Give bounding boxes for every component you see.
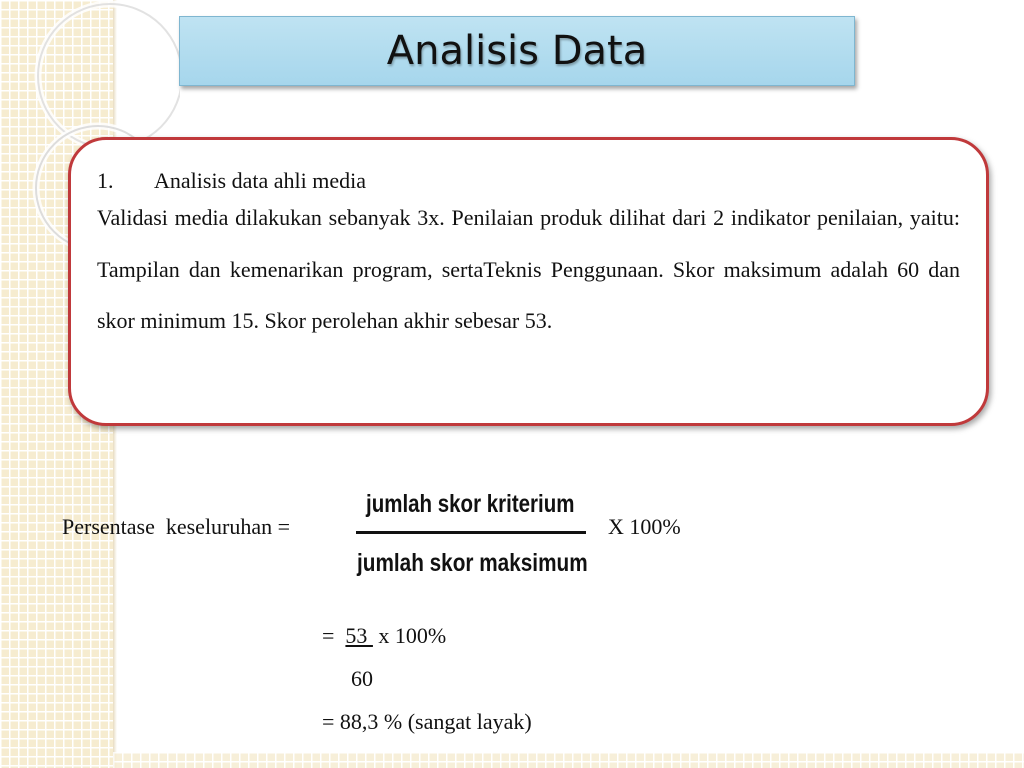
formula-denominator: jumlah skor maksimum <box>357 549 588 577</box>
calculation-line <box>322 623 446 649</box>
formula-numerator: jumlah skor kriterium <box>366 490 575 518</box>
calc-numerator: 53 <box>345 623 373 648</box>
list-number: 1. <box>97 168 114 193</box>
slide-title: Analisis Data <box>386 28 648 74</box>
decorative-bottom-strip <box>113 752 1024 768</box>
content-box <box>68 137 989 426</box>
calc-prefix: = <box>322 623 346 648</box>
calc-denominator: 60 <box>351 666 373 691</box>
title-box <box>179 16 855 86</box>
calc-result: = 88,3 % (sangat layak) <box>322 709 532 734</box>
fraction-bar <box>356 531 586 534</box>
list-heading: Analisis data ahli media <box>154 168 366 193</box>
calc-suffix: x 100% <box>372 623 447 648</box>
formula-multiplier: X 100% <box>608 514 681 539</box>
content-paragraph: Validasi media dilakukan sebanyak 3x. Penilaian produk dilihat dari 2 indikator penilaian, yaitu: Tampilan dan kemenarikan program, sertaTeknis Penggunaan. Skor maksimum adalah 60 dan skor minimum 15. Skor perolehan akhir sebesar 53. <box>97 205 960 333</box>
formula-label: Persentase keseluruhan = <box>62 514 291 539</box>
